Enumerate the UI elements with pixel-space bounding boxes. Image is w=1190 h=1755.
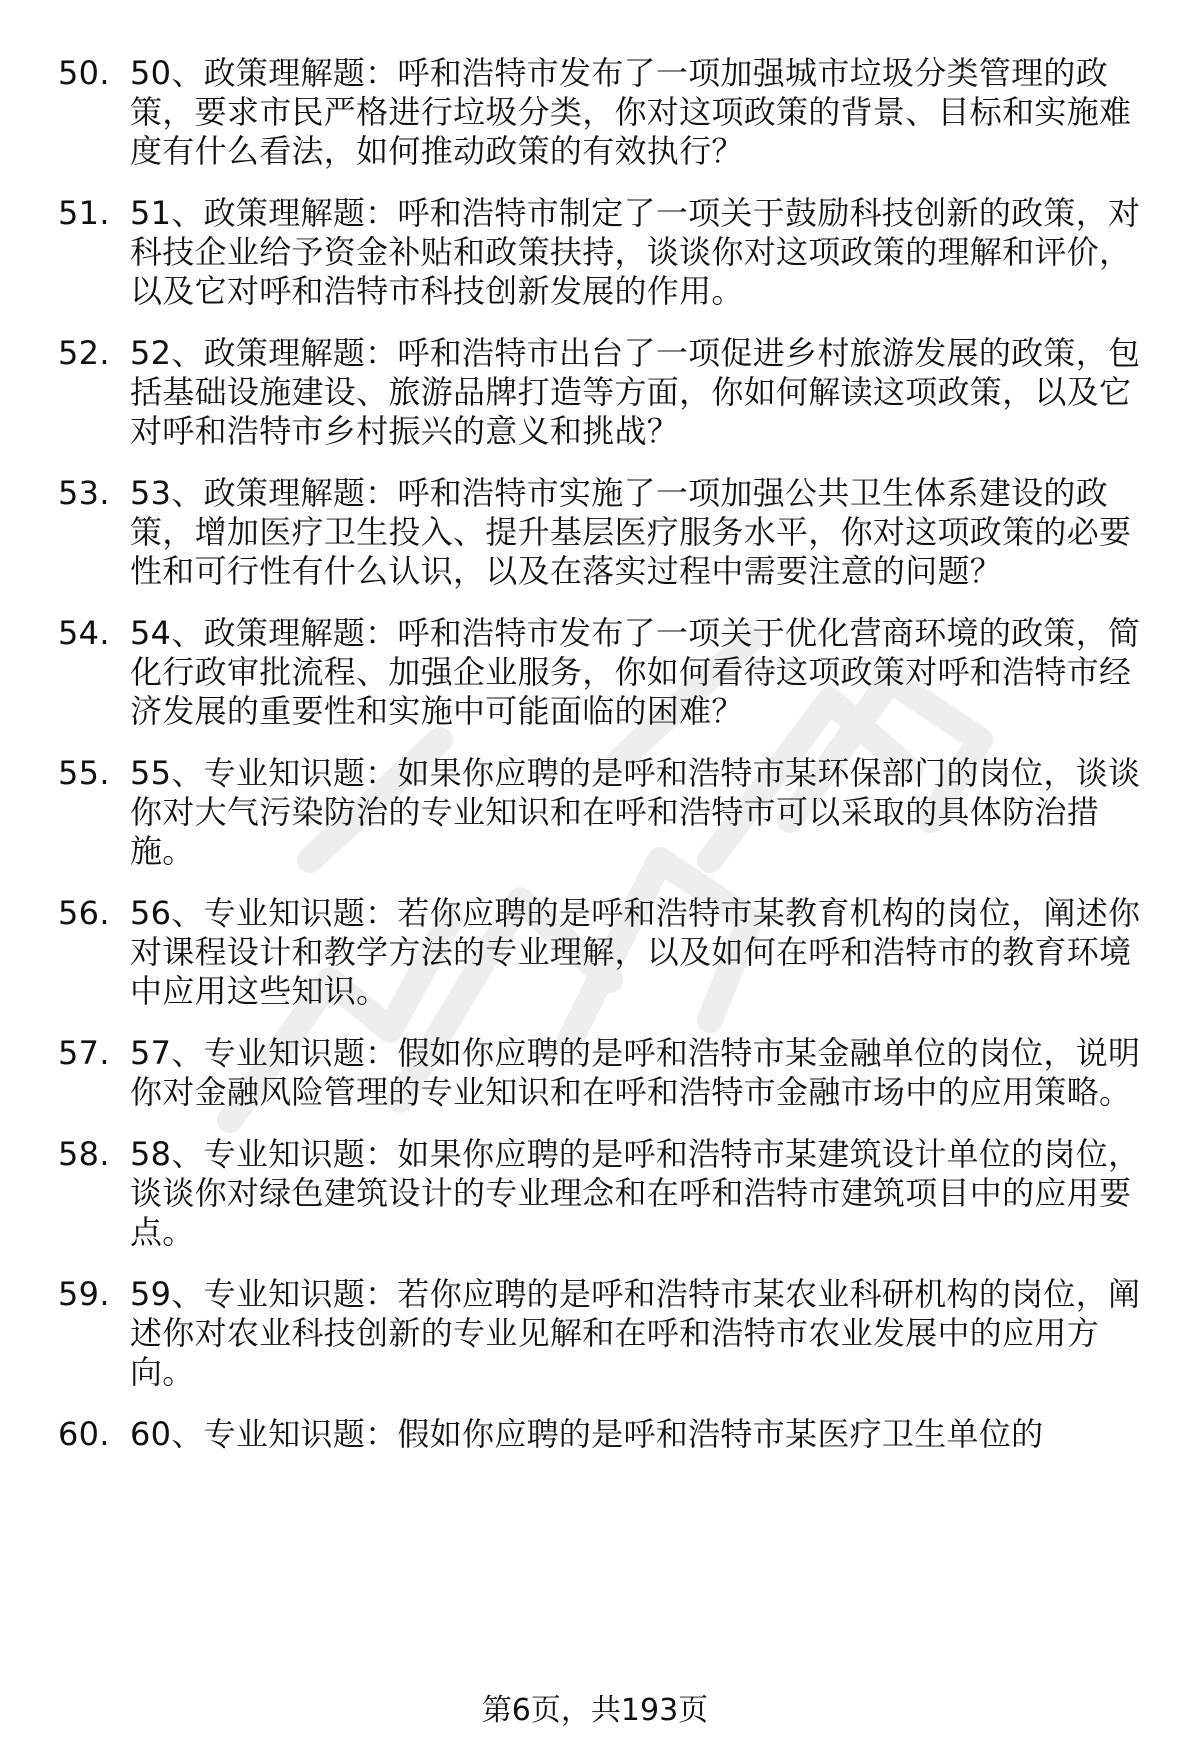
list-item: [58, 1135, 1156, 1252]
list-item: [58, 894, 1156, 1011]
question-number: 54.: [58, 614, 110, 652]
question-text: 60、专业知识题：假如你应聘的是呼和浩特市某医疗卫生单位的: [130, 1415, 1044, 1453]
list-item: [58, 54, 1156, 171]
page-footer: 第6页，共193页: [481, 1693, 709, 1728]
question-number: 58.: [58, 1135, 110, 1173]
question-text: 50、政策理解题：呼和浩特市发布了一项加强城市垃圾分类管理的政策，要求市民严格进行垃圾分类，你对这项政策的背景、目标和实施难度有什么看法，如何推动政策的有效执行？: [130, 54, 1132, 170]
question-text: 52、政策理解题：呼和浩特市出台了一项促进乡村旅游发展的政策，包括基础设施建设、旅游品牌打造等方面，你如何解读这项政策，以及它对呼和浩特市乡村振兴的意义和挑战？: [130, 334, 1141, 450]
question-text: 59、专业知识题：若你应聘的是呼和浩特市某农业科研机构的岗位，阐述你对农业科技创新的专业见解和在呼和浩特市农业发展中的应用方向。: [130, 1275, 1141, 1391]
question-number: 55.: [58, 754, 110, 792]
list-item: [58, 614, 1156, 731]
question-number: 57.: [58, 1034, 110, 1072]
list-item: [58, 194, 1156, 311]
question-text: 56、专业知识题：若你应聘的是呼和浩特市某教育机构的岗位，阐述你对课程设计和教学方法的专业理解，以及如何在呼和浩特市的教育环境中应用这些知识。: [130, 894, 1141, 1010]
question-number: 53.: [58, 474, 110, 512]
question-number: 59.: [58, 1275, 110, 1313]
list-item: [58, 474, 1156, 591]
question-text: 53、政策理解题：呼和浩特市实施了一项加强公共卫生体系建设的政策，增加医疗卫生投入、提升基层医疗服务水平，你对这项政策的必要性和可行性有什么认识，以及在落实过程中需要注意的问题？: [130, 474, 1132, 590]
question-number: 51.: [58, 194, 110, 232]
question-text: 55、专业知识题：如果你应聘的是呼和浩特市某环保部门的岗位，谈谈你对大气污染防治的专业知识和在呼和浩特市可以采取的具体防治措施。: [130, 754, 1141, 870]
question-text: 57、专业知识题：假如你应聘的是呼和浩特市某金融单位的岗位，说明你对金融风险管理的专业知识和在呼和浩特市金融市场中的应用策略。: [130, 1034, 1141, 1111]
question-number: 50.: [58, 54, 110, 92]
question-number: 52.: [58, 334, 110, 372]
question-number: 60.: [58, 1415, 110, 1453]
list-item: [58, 334, 1156, 451]
question-text: 58、专业知识题：如果你应聘的是呼和浩特市某建筑设计单位的岗位，谈谈你对绿色建筑设计的专业理念和在呼和浩特市建筑项目中的应用要点。: [130, 1135, 1141, 1251]
list-item: [58, 1275, 1156, 1392]
question-text: 54、政策理解题：呼和浩特市发布了一项关于优化营商环境的政策，简化行政审批流程、加强企业服务，你如何看待这项政策对呼和浩特市经济发展的重要性和实施中可能面临的困难？: [130, 614, 1141, 730]
question-text: 51、政策理解题：呼和浩特市制定了一项关于鼓励科技创新的政策，对科技企业给予资金补贴和政策扶持，谈谈你对这项政策的理解和评价，以及它对呼和浩特市科技创新发展的作用。: [130, 194, 1141, 310]
list-item: [58, 1034, 1156, 1112]
list-item: [58, 1415, 1156, 1454]
list-item: [58, 754, 1156, 871]
question-list: [58, 54, 1156, 1477]
question-number: 56.: [58, 894, 110, 932]
